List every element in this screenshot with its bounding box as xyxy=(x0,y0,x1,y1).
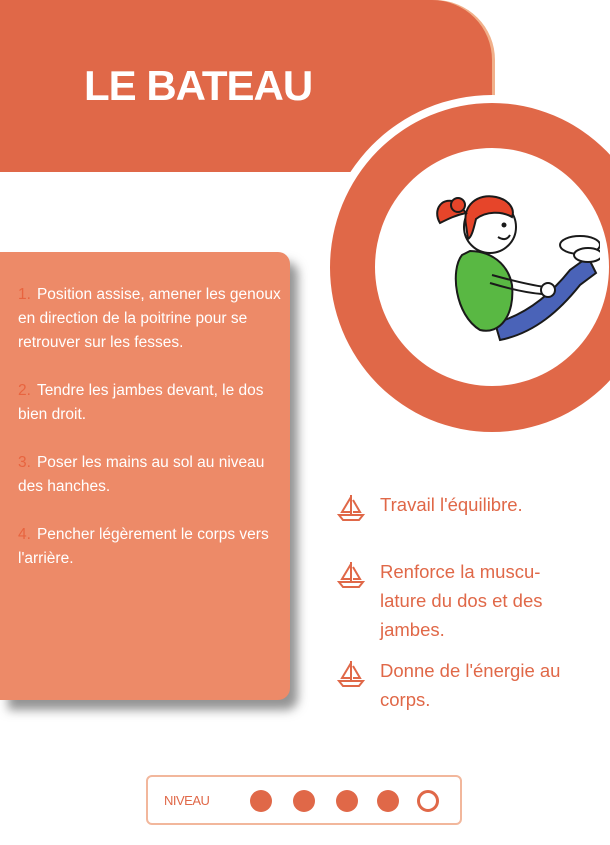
benefit-text: Donne de l'énergie au corps. xyxy=(380,660,561,710)
step-text: Position assise, amener les genoux en direction de la poitrine pour se retrouver sur les fesses. xyxy=(18,286,281,351)
level-dot-filled xyxy=(250,790,272,812)
level-dot-filled xyxy=(377,790,399,812)
level-indicator xyxy=(146,775,462,825)
step-number: 4. xyxy=(18,526,31,543)
sailboat-icon xyxy=(336,559,366,589)
steps-list xyxy=(18,283,286,595)
step-item xyxy=(18,523,286,571)
step-text: Pencher légèrement le corps vers l'arrière. xyxy=(18,526,269,567)
benefit-item xyxy=(336,490,576,522)
benefit-text: Travail l'équilibre. xyxy=(380,494,523,515)
level-dot-empty xyxy=(417,790,439,812)
step-item xyxy=(18,283,286,355)
step-item xyxy=(18,451,286,499)
page-title: LE BATEAU xyxy=(84,62,313,109)
benefit-item xyxy=(336,557,576,644)
step-text: Tendre les jambes devant, le dos bien droit. xyxy=(18,382,264,423)
step-number: 2. xyxy=(18,382,31,399)
step-text: Poser les mains au sol au niveau des hanches. xyxy=(18,454,265,495)
level-dot-filled xyxy=(336,790,358,812)
sailboat-icon xyxy=(336,492,366,522)
benefit-text: Renforce la muscu-lature du dos et des jambes. xyxy=(380,561,543,640)
level-label: NIVEAU xyxy=(164,793,210,808)
level-dot-filled xyxy=(293,790,315,812)
benefit-item xyxy=(336,656,606,714)
girl-boat-pose-illustration xyxy=(420,175,600,345)
step-item xyxy=(18,379,286,427)
step-number: 3. xyxy=(18,454,31,471)
step-number: 1. xyxy=(18,286,31,303)
sailboat-icon xyxy=(336,658,366,688)
instructions-card xyxy=(0,252,290,700)
